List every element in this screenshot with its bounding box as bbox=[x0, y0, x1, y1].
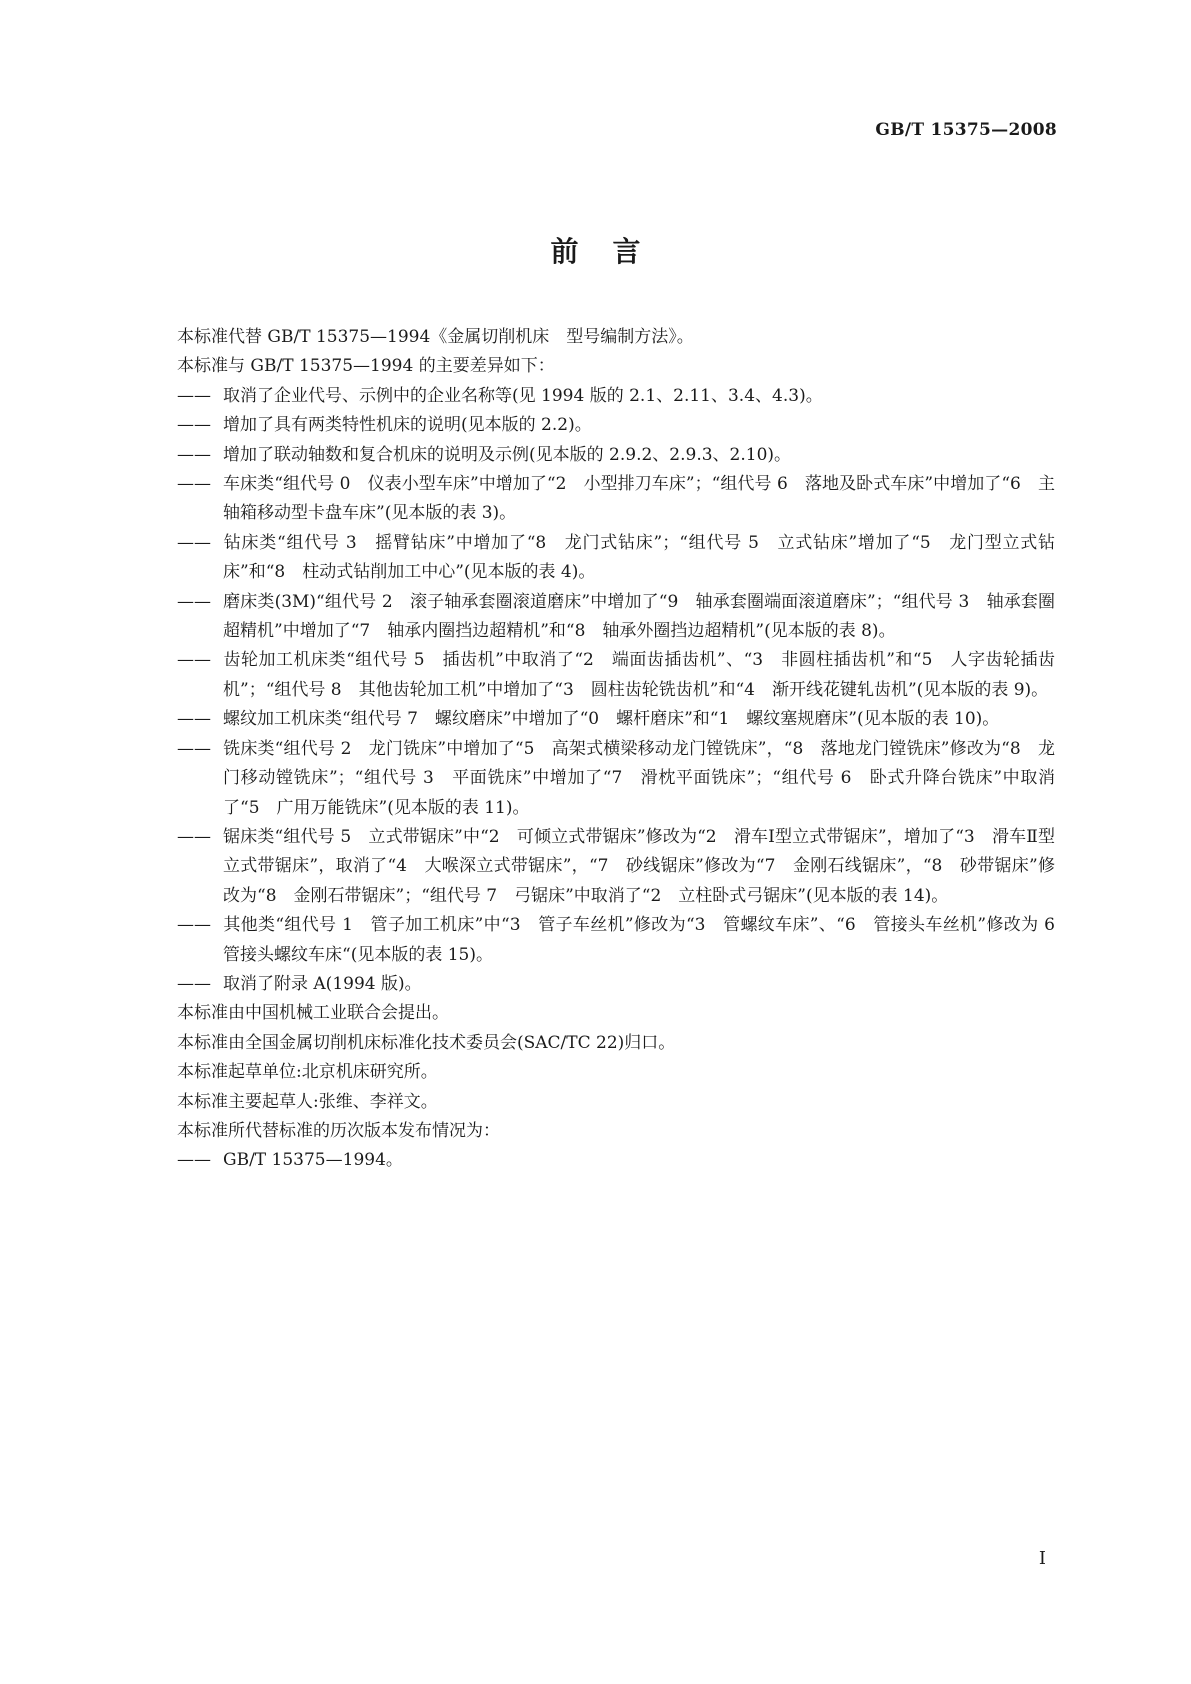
change-text: 其他类“组代号 1 管子加工机床”中“3 管子车丝机”修改为“3 管螺纹车床”、“6 管接头车丝机”修改为 6 管接头螺纹车床“(见本版的表 15)。 bbox=[223, 915, 1072, 965]
change-item bbox=[177, 970, 1055, 999]
dash-mark: —— bbox=[177, 415, 211, 436]
change-item bbox=[177, 588, 1055, 647]
dash-mark: —— bbox=[177, 385, 211, 406]
change-item bbox=[177, 411, 1055, 440]
change-item bbox=[177, 735, 1055, 823]
closing-line: 本标准主要起草人:张维、李祥文。 bbox=[177, 1091, 438, 1112]
closing-line: 本标准所代替标准的历次版本发布情况为： bbox=[177, 1120, 500, 1141]
change-text: 螺纹加工机床类“组代号 7 螺纹磨床”中增加了“0 螺杆磨床”和“1 螺纹塞规磨床”(见本版的表 10)。 bbox=[223, 709, 1000, 730]
page-title: 前言 bbox=[550, 235, 675, 268]
change-item bbox=[177, 529, 1055, 588]
foreword-body bbox=[177, 323, 1072, 1176]
change-item bbox=[177, 705, 1055, 734]
dash-mark: —— bbox=[177, 709, 211, 730]
change-item bbox=[177, 441, 1055, 470]
dash-mark: —— bbox=[177, 915, 211, 936]
change-item bbox=[177, 646, 1055, 705]
dash-mark: —— bbox=[177, 532, 211, 553]
intro-line: 本标准代替 GB/T 15375—1994《金属切削机床 型号编制方法》。 bbox=[177, 327, 694, 347]
dash-mark: —— bbox=[177, 444, 211, 465]
dash-mark: —— bbox=[177, 973, 211, 994]
change-item bbox=[177, 470, 1055, 529]
change-text: 锯床类“组代号 5 立式带锯床”中“2 可倾立式带锯床”修改为“2 滑车Ⅰ型立式带锯床”，增加了“3 滑车Ⅱ型立式带锯床”，取消了“4 大喉深立式带锯床”，“7 砂线锯床”修改为“7 金刚石线锯床”，“8 砂带锯床”修改为“8 金刚石带锯床”；“组代号 7 弓锯床”中取消了“2 立柱卧式弓锯床”(见本版的表 14)。 bbox=[223, 826, 1055, 906]
dash-mark: —— bbox=[177, 591, 211, 612]
closing-line: 本标准起草单位:北京机床研究所。 bbox=[177, 1062, 438, 1083]
closing-line: 本标准由中国机械工业联合会提出。 bbox=[177, 1003, 449, 1024]
dash-mark: —— bbox=[177, 1150, 211, 1171]
change-item bbox=[177, 823, 1055, 911]
history-text: GB/T 15375—1994。 bbox=[223, 1150, 403, 1171]
dash-mark: —— bbox=[177, 826, 211, 847]
page-number: I bbox=[1038, 1548, 1046, 1569]
change-text: 齿轮加工机床类“组代号 5 插齿机”中取消了“2 端面齿插齿机”、“3 非圆柱插齿机”和“5 人字齿轮插齿机”；“组代号 8 其他齿轮加工机”中增加了“3 圆柱齿轮铣齿机”和“4 渐开线花键轧齿机”(见本版的表 9)。 bbox=[223, 650, 1055, 700]
standard-code: GB/T 15375—2008 bbox=[875, 120, 1057, 140]
dash-mark: —— bbox=[177, 650, 211, 671]
closing-line: 本标准由全国金属切削机床标准化技术委员会(SAC/TC 22)归口。 bbox=[177, 1032, 676, 1053]
change-item bbox=[177, 911, 1072, 970]
change-text: 铣床类“组代号 2 龙门铣床”中增加了“5 高架式横梁移动龙门镗铣床”，“8 落地龙门镗铣床”修改为“8 龙门移动镗铣床”；“组代号 3 平面铣床”中增加了“7 滑枕平面铣床”；“组代号 6 卧式升降台铣床”中取消了“5 广用万能铣床”(见本版的表 11)。 bbox=[223, 738, 1055, 818]
change-text: 车床类“组代号 0 仪表小型车床”中增加了“2 小型排刀车床”；“组代号 6 落地及卧式车床”中增加了“6 主轴箱移动型卡盘车床”(见本版的表 3)。 bbox=[223, 474, 1055, 524]
change-text: 钻床类“组代号 3 摇臂钻床”中增加了“8 龙门式钻床”；“组代号 5 立式钻床”增加了“5 龙门型立式钻床”和“8 柱动式钻削加工中心”(见本版的表 4)。 bbox=[223, 532, 1055, 583]
change-item bbox=[177, 382, 1055, 411]
intro-line: 本标准与 GB/T 15375—1994 的主要差异如下： bbox=[177, 356, 555, 377]
dash-mark: —— bbox=[177, 474, 211, 495]
change-text: 取消了附录 A(1994 版)。 bbox=[223, 973, 422, 994]
change-text: 取消了企业代号、示例中的企业名称等(见 1994 版的 2.1、2.11、3.4、4.3)。 bbox=[223, 385, 823, 406]
change-text: 磨床类(3M)“组代号 2 滚子轴承套圈滚道磨床”中增加了“9 轴承套圈端面滚道磨床”；“组代号 3 轴承套圈超精机”中增加了“7 轴承内圈挡边超精机”和“8 轴承外圈挡边超精机”(见本版的表 8)。 bbox=[223, 591, 1055, 642]
dash-mark: —— bbox=[177, 738, 211, 759]
change-text: 增加了具有两类特性机床的说明(见本版的 2.2)。 bbox=[223, 415, 592, 436]
history-item bbox=[177, 1146, 1055, 1175]
change-text: 增加了联动轴数和复合机床的说明及示例(见本版的 2.9.2、2.9.3、2.10)。 bbox=[223, 444, 792, 465]
